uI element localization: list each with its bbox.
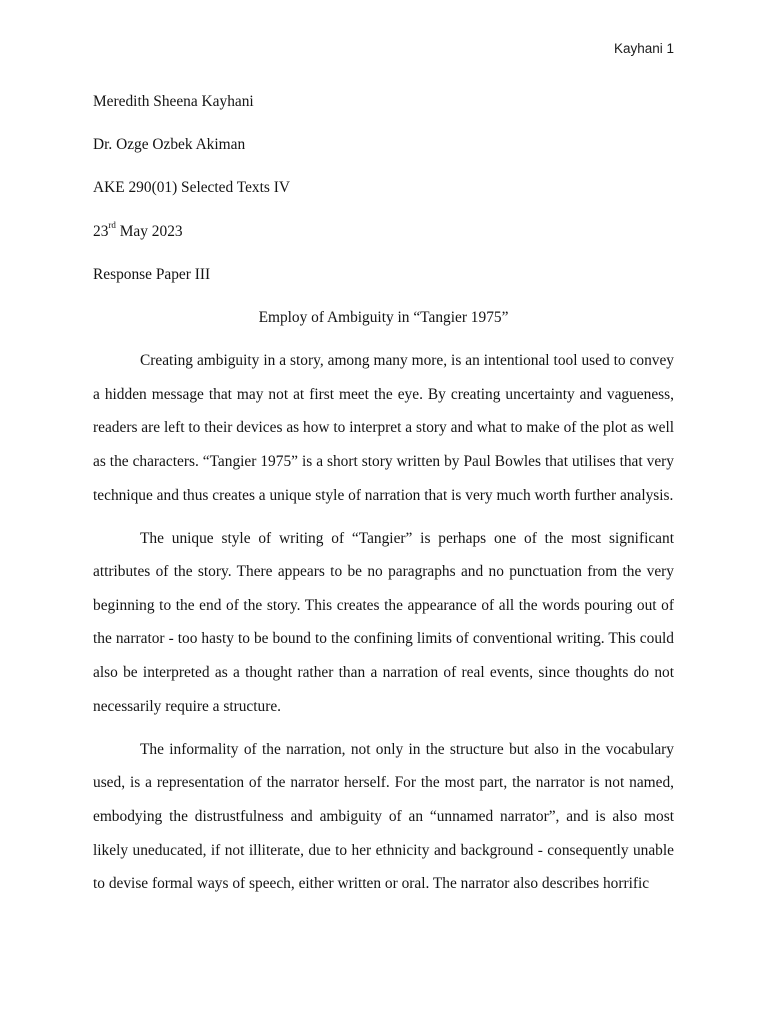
assignment-name: Response Paper III: [93, 265, 211, 283]
submission-date: [93, 215, 674, 249]
document-body: [93, 85, 674, 910]
paragraph-2: The unique style of writing of “Tangier” is perhaps one of the most significant attributes of the story. There appears to be no paragraphs and no punctuation from the very beginning to the end of the story. This creates the appearance of all the words pouring out of the narrator - too hasty to be bound to the confining limits of conventional writing. This could also be interpreted as a thought rather than a narration of real events, since thoughts do not necessarily require a structure.: [93, 529, 674, 715]
date-month-year: May 2023: [115, 222, 183, 240]
paragraph-1: Creating ambiguity in a story, among many more, is an intentional tool used to convey a hidden message that may not at first meet the eye. By creating uncertainty and vagueness, readers are left to their devices as how to interpret a story and what to make of the plot as well as the characters. “Tangier 1975” is a short story written by Paul Bowles that utilises that very technique and thus creates a unique style of narration that is very much worth further analysis.: [93, 352, 674, 504]
author-name: Meredith Sheena Kayhani: [93, 93, 254, 110]
instructor-name: Dr. Ozge Ozbek Akiman: [93, 136, 246, 154]
date-ordinal-suffix: rd: [108, 220, 116, 231]
paper-title: Employ of Ambiguity in “Tangier 1975”: [258, 308, 509, 326]
paragraph-3: The informality of the narration, not only in the structure but also in the vocabulary used, is a representation of the narrator herself. For the most part, the narrator is not named, embodying the distrustfulness and ambiguity of an “unnamed narrator”, and is also most likely uneducated, if not illiterate, due to her ethnicity and background - consequently unable to devise formal ways of speech, either written or oral. The narrator also describes horrific: [93, 740, 674, 893]
course-name: AKE 290(01) Selected Texts IV: [93, 179, 290, 197]
page-header: Kayhani 1: [613, 41, 674, 56]
date-day: 23: [93, 222, 109, 240]
